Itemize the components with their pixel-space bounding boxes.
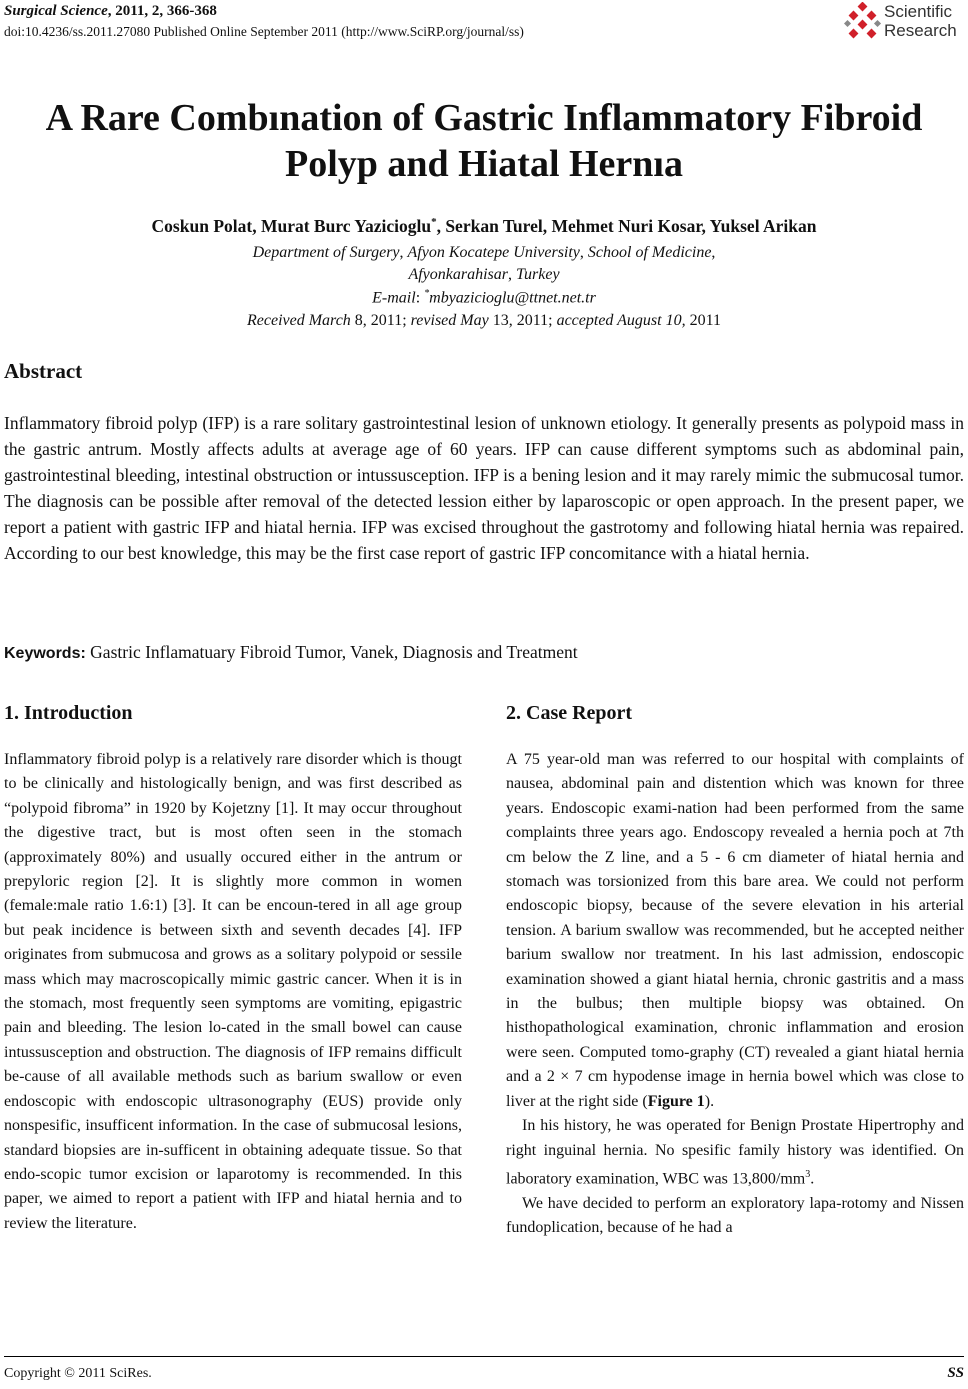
affiliation-line-1 [0,244,968,262]
revised-label: revised May [410,312,489,329]
keywords-text: Gastric Inflamatuary Fibroid Tumor, Vanek, Diagnosis and Treatment [85,642,578,662]
keywords-label: Keywords: [4,645,86,662]
case-report-heading: 2. Case Report [506,702,633,724]
case-paragraph-1 [506,748,964,1114]
affiliation-line-2 [0,266,968,284]
email-colon: : [415,289,425,307]
email-address[interactable]: mbyazicioglu@ttnet.net.tr [429,289,596,307]
case-p2-end: . [810,1170,815,1188]
accepted-value: 2011 [685,312,721,329]
dates-line [0,312,968,330]
affiliation-school: School of Medicine [587,244,712,261]
corresponding-mark: * [431,216,437,229]
keywords-line [4,642,578,663]
paper-title: A Rare Combınation of Gastric Inflammatory Fibroid Polyp and Hiatal Hernıa [45,97,923,185]
case-p1-end: ). [704,1092,715,1110]
affiliation-dept: Department of Surgery [252,244,400,261]
logo-line-1: Scientific [884,2,953,21]
affiliation-city: Afyonkarahisar [408,266,508,283]
affiliation-sep-2: , [579,244,588,261]
doi-line: doi:10.4236/ss.2011.27080 Published Online September 2011 (http://www.SciRP.org/journal/ss) [4,24,524,39]
email-line [0,288,968,307]
right-column [506,700,964,1240]
logo-mark-icon [844,2,882,42]
volume-pages: , 2011, 2, 366-368 [107,3,217,19]
footer-copyright: Copyright © 2011 SciRes. [4,1366,152,1381]
case-p2-text: In his history, he was operated for Benign Prostate Hipertrophy and right inguinal hernia. No spesific family history was identified. On laboratory examination, WBC was 13,800/mm [506,1117,964,1188]
affiliation-tail: , [711,244,716,261]
authors-before: Coskun Polat, Murat Burc Yazicioglu [151,216,432,236]
introduction-heading: 1. Introduction [4,702,133,724]
journal-name: Surgical Science [4,3,108,19]
case-p2-superscript: 3 [805,1168,811,1180]
introduction-paragraph: Inflammatory fibroid polyp is a relatively rare disorder which is thougt to be clinically and histologically benign, and was first described as “polypoid fibroma” in 1920 by Kojetzny [1]. It may occur throughout the digestive tract, but is most often seen in the stomach (approximately 80%) and usually occured either in the antrum or prepyloric region [2]. It is slightly more common in women (female:male ratio 1.6:1) [3]. It can be encoun-tered in all age group but peak incidence is between sixth and seventh decades [4]. IFP originates from submucosa and grows as a solitary polypoid or sessile mass which may macroscopically mimic gastric cancer. When it is in the stomach, most frequently seen symptoms are vomiting, epigastric pain and bleeding. The lesion lo-cated in the small bowel can cause intussusception and obstruction. The diagnosis of IFP remains difficult be-cause of all available methods such as barium swallow or even endoscopic with endoscopic ultrasonography (EUS) provide only nonspesific, insufficent information. In the case of submucosal lesions, standard biopsies are in-sufficent in obtaining adequate tissue. So that endo-scopic tumor excision or laparotomy is recommended. In this paper, we aimed to report a patient with IFP and hiatal hernia and to review the literature. [4,751,462,1232]
figure-1-ref[interactable]: Figure 1 [647,1092,705,1110]
authors-after: , Serkan Turel, Mehmet Nuri Kosar, Yuksel Arikan [436,216,817,236]
affiliation-sep-1: , [399,244,408,261]
affiliation-country: Turkey [516,266,560,283]
received-value: 8, 2011; [350,312,411,329]
journal-citation [4,3,217,20]
accepted-label: accepted August 10, [556,312,686,329]
case-p1-text: A 75 year-old man was referred to our hospital with complaints of nausea, abdominal pain and distention which was known for three years. Endoscopic exami-nation had been performed from the same complaints three years ago. Endoscopy revealed a hernia poch at 7th cm below the Z line, and a 5 - 6 cm diameter of hiatal hernia and stomach was torsionized from this bare area. We could not perform endoscopic biopsy, because of the severe elevation in his arterial tension. A barium swallow was recommended, but he accepted neither barium swallow nor treatment. In his last admission, endoscopic examination showed a giant hiatal hernia, chronic gastritis and a mass in the bulbus; then multiple biopsy was obtained. On histhopathological examination, chronic inflammation and erosion were seen. Computed tomo-graphy (CT) revealed a giant hiatal hernia and a 2 × 7 cm hypodense image in hernia bowel which was close to liver at the right side ( [506,751,964,1110]
abstract-text: Inflammatory fibroid polyp (IFP) is a rare solitary gastrointestinal lesion of unknown etiology. It generally presents as polypoid mass in the gastric antrum. Mostly affects adults at average age of 60 years. IFP can cause different symptoms such as abdominal pain, gastrointestinal bleeding, intestinal obstruction or intussusception. IFP is a bening lesion and it may rarely mimic the submucosal tumor. The diagnosis can be possible after removal of the detected lession either by laparoscopic or open approach. In the present paper, we report a patient with gastric IFP and hiatal hernia. IFP was excised throughout the gastrotomy and following hiatal hernia was repaired. According to our best knowledge, this may be the first case report of gastric IFP concomitance with a hiatal hernia. [4,413,964,563]
revised-value: 13, 2011; [488,312,557,329]
case-paragraph-3: We have decided to perform an exploratory lapa-rotomy and Nissen fundoplication, because of he had a [506,1194,964,1237]
email-label: E-mail [372,289,416,307]
logo-line-2: Research [884,21,957,40]
affiliation-univ: Afyon Kocatepe University [407,244,580,261]
footer-divider [4,1356,964,1357]
abstract-heading: Abstract [4,359,83,383]
logo-text [884,2,957,40]
case-paragraph-2 [506,1114,964,1192]
email-mark: * [424,288,430,299]
received-label: Received March [247,312,351,329]
footer-journal-abbr: SS [947,1365,964,1381]
publisher-logo [844,2,964,44]
author-list [0,216,968,237]
left-column [4,700,462,1236]
affiliation-sep-3: , [508,266,516,283]
